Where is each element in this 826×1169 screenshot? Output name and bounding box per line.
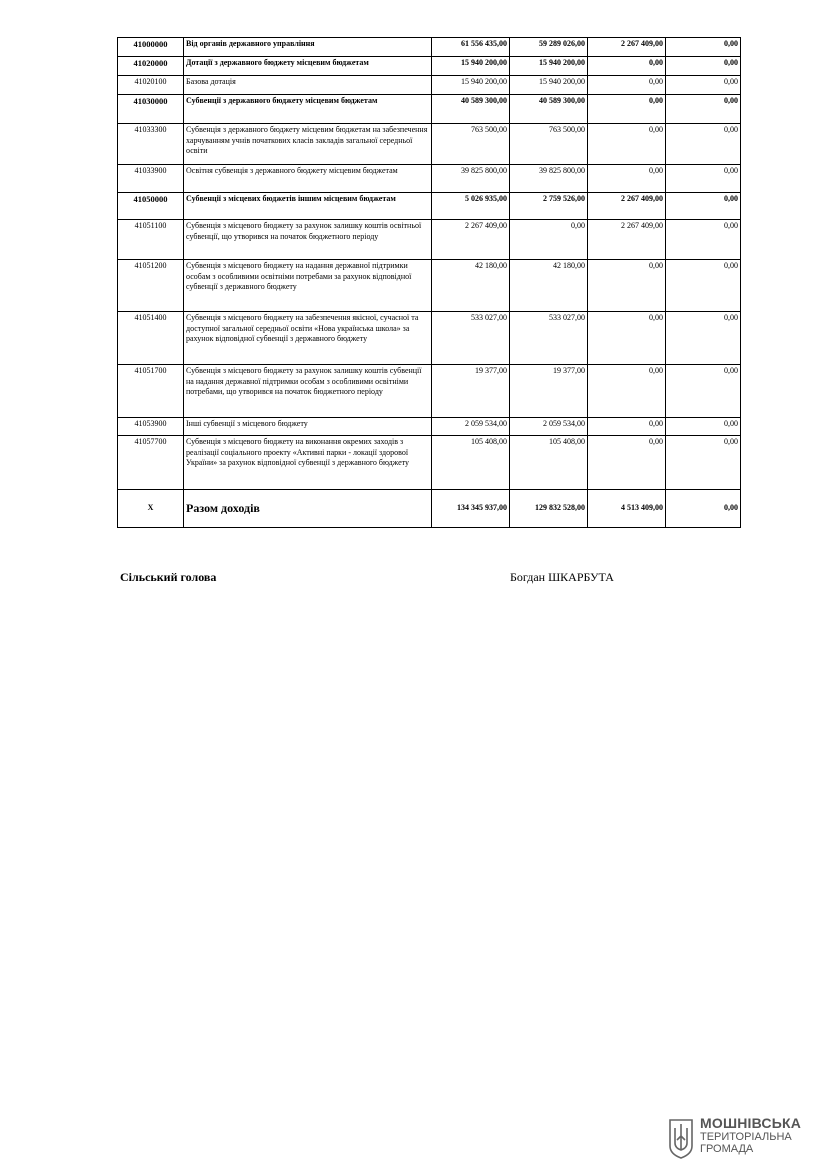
row-name: Інші субвенції з місцевого бюджету [184, 418, 432, 436]
table-row [118, 260, 741, 312]
row-general-fund-value: 15 940 200,00 [510, 57, 588, 76]
row-development-budget-value: 0,00 [666, 38, 741, 57]
row-code: 41030000 [118, 95, 184, 124]
row-code: 41033300 [118, 124, 184, 165]
total-general-fund-value: 129 832 528,00 [510, 490, 588, 528]
trident-emblem-icon [666, 1116, 696, 1160]
row-general-fund-value: 40 589 300,00 [510, 95, 588, 124]
row-special-fund-value: 0,00 [588, 312, 666, 365]
row-general-fund-value: 15 940 200,00 [510, 76, 588, 95]
row-development-budget-value: 0,00 [666, 165, 741, 193]
total-label: Разом доходів [184, 490, 432, 528]
row-special-fund-value: 0,00 [588, 436, 666, 490]
row-code: 41020000 [118, 57, 184, 76]
row-total-value: 19 377,00 [432, 365, 510, 418]
row-total-value: 39 825 800,00 [432, 165, 510, 193]
total-code: X [118, 490, 184, 528]
total-development-budget-value: 0,00 [666, 490, 741, 528]
community-logo [666, 1116, 816, 1160]
row-code: 41033900 [118, 165, 184, 193]
row-total-value: 15 940 200,00 [432, 57, 510, 76]
table-row [118, 365, 741, 418]
row-name: Від органів державного управління [184, 38, 432, 57]
row-total-value: 40 589 300,00 [432, 95, 510, 124]
table-row [118, 57, 741, 76]
row-name: Субвенція з місцевого бюджету за рахунок залишку коштів освітньої субвенції, що утворився на початок бюджетного періоду [184, 220, 432, 260]
row-special-fund-value: 0,00 [588, 95, 666, 124]
row-general-fund-value: 42 180,00 [510, 260, 588, 312]
row-general-fund-value: 763 500,00 [510, 124, 588, 165]
row-code: 41050000 [118, 193, 184, 220]
row-development-budget-value: 0,00 [666, 95, 741, 124]
row-total-value: 42 180,00 [432, 260, 510, 312]
signature-name: Богдан ШКАРБУТА [510, 570, 614, 584]
row-general-fund-value: 19 377,00 [510, 365, 588, 418]
row-name: Субвенція з місцевого бюджету за рахунок залишку коштів субвенції на надання державної підтримки особам з особливими освітніми потребами, що утворився на початок бюджетного періоду [184, 365, 432, 418]
row-general-fund-value: 0,00 [510, 220, 588, 260]
logo-text [700, 1116, 801, 1155]
logo-line-3: ГРОМАДА [700, 1143, 754, 1155]
table-row [118, 220, 741, 260]
row-general-fund-value: 533 027,00 [510, 312, 588, 365]
total-special-fund-value: 4 513 409,00 [588, 490, 666, 528]
row-development-budget-value: 0,00 [666, 57, 741, 76]
table-row [118, 436, 741, 490]
table-row [118, 124, 741, 165]
row-code: 41057700 [118, 436, 184, 490]
row-special-fund-value: 2 267 409,00 [588, 38, 666, 57]
table-total-row [118, 490, 741, 528]
row-development-budget-value: 0,00 [666, 418, 741, 436]
row-name: Освітня субвенція з державного бюджету місцевим бюджетам [184, 165, 432, 193]
row-development-budget-value: 0,00 [666, 76, 741, 95]
row-total-value: 5 026 935,00 [432, 193, 510, 220]
logo-line-2: ТЕРИТОРІАЛЬНА [700, 1131, 792, 1143]
row-code: 41000000 [118, 38, 184, 57]
table-row [118, 165, 741, 193]
row-special-fund-value: 2 267 409,00 [588, 193, 666, 220]
row-special-fund-value: 0,00 [588, 57, 666, 76]
signature-title: Сільський голова [120, 570, 217, 584]
row-total-value: 2 267 409,00 [432, 220, 510, 260]
row-special-fund-value: 2 267 409,00 [588, 220, 666, 260]
row-development-budget-value: 0,00 [666, 260, 741, 312]
table-row [118, 312, 741, 365]
row-name: Субвенція з місцевого бюджету на надання державної підтримки особам з особливими освітніми потребами за рахунок відповідної субвенції з державного бюджету [184, 260, 432, 312]
row-special-fund-value: 0,00 [588, 124, 666, 165]
row-special-fund-value: 0,00 [588, 418, 666, 436]
row-total-value: 533 027,00 [432, 312, 510, 365]
row-code: 41051200 [118, 260, 184, 312]
row-general-fund-value: 39 825 800,00 [510, 165, 588, 193]
row-special-fund-value: 0,00 [588, 365, 666, 418]
row-general-fund-value: 105 408,00 [510, 436, 588, 490]
row-total-value: 763 500,00 [432, 124, 510, 165]
row-name: Базова дотація [184, 76, 432, 95]
table-row [118, 76, 741, 95]
row-name: Субвенції з державного бюджету місцевим бюджетам [184, 95, 432, 124]
row-name: Субвенція з державного бюджету місцевим бюджетам на забезпечення харчуванням учнів початкових класів закладів загальної середньої освіти [184, 124, 432, 165]
row-development-budget-value: 0,00 [666, 436, 741, 490]
row-development-budget-value: 0,00 [666, 312, 741, 365]
row-total-value: 2 059 534,00 [432, 418, 510, 436]
row-general-fund-value: 59 289 026,00 [510, 38, 588, 57]
logo-line-1: МОШНІВСЬКА [700, 1115, 802, 1131]
row-general-fund-value: 2 759 526,00 [510, 193, 588, 220]
row-name: Дотації з державного бюджету місцевим бюджетам [184, 57, 432, 76]
revenue-table [117, 37, 741, 528]
table-row [118, 38, 741, 57]
row-special-fund-value: 0,00 [588, 165, 666, 193]
table-row [118, 418, 741, 436]
row-code: 41020100 [118, 76, 184, 95]
row-development-budget-value: 0,00 [666, 124, 741, 165]
row-code: 41051100 [118, 220, 184, 260]
total-value: 134 345 937,00 [432, 490, 510, 528]
row-general-fund-value: 2 059 534,00 [510, 418, 588, 436]
row-name: Субвенції з місцевих бюджетів іншим місцевим бюджетам [184, 193, 432, 220]
row-name: Субвенція з місцевого бюджету на виконання окремих заходів з реалізації соціального проекту «Активні парки - локації здорової України» за рахунок відповідної субвенції з державного бюджету [184, 436, 432, 490]
row-total-value: 105 408,00 [432, 436, 510, 490]
table-row [118, 95, 741, 124]
row-total-value: 61 556 435,00 [432, 38, 510, 57]
row-development-budget-value: 0,00 [666, 220, 741, 260]
row-code: 41051700 [118, 365, 184, 418]
table-row [118, 193, 741, 220]
row-code: 41051400 [118, 312, 184, 365]
row-special-fund-value: 0,00 [588, 260, 666, 312]
row-development-budget-value: 0,00 [666, 193, 741, 220]
row-development-budget-value: 0,00 [666, 365, 741, 418]
row-name: Субвенція з місцевого бюджету на забезпечення якісної, сучасної та доступної загальної середньої освіти «Нова українська школа» за рахунок відповідної субвенції з державного бюджету [184, 312, 432, 365]
row-special-fund-value: 0,00 [588, 76, 666, 95]
row-code: 41053900 [118, 418, 184, 436]
row-total-value: 15 940 200,00 [432, 76, 510, 95]
